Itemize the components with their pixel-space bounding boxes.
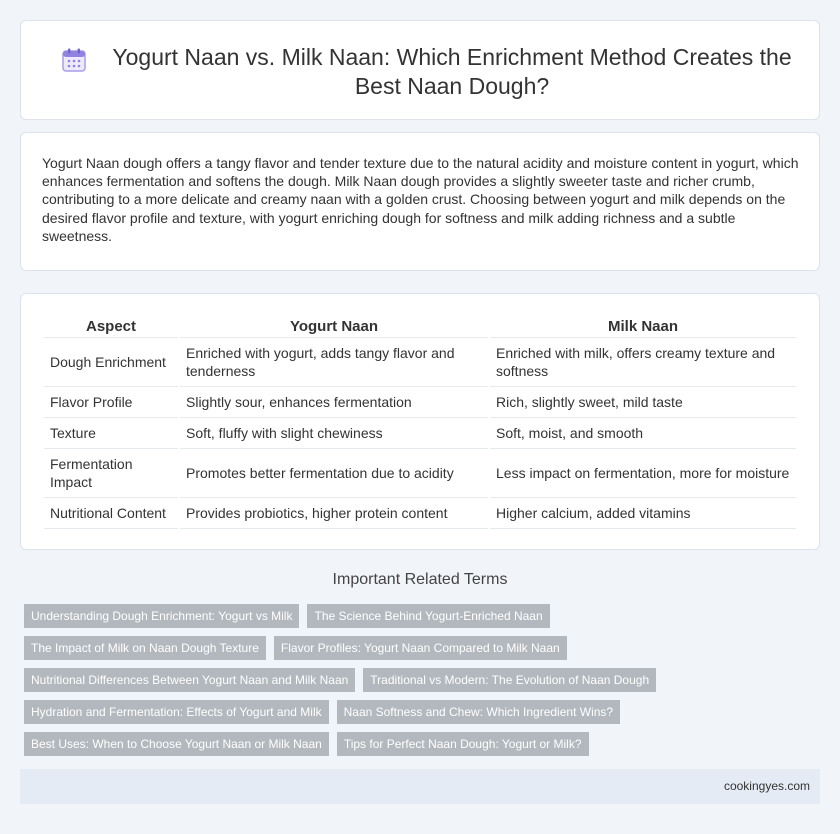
table-row [44,387,796,418]
cell-milk: Rich, slightly sweet, mild taste [490,387,796,418]
cell-milk: Less impact on fermentation, more for moisture [490,449,796,498]
header-yogurt-naan: Yogurt Naan [180,315,488,338]
related-term-tag[interactable]: Nutritional Differences Between Yogurt Naan and Milk Naan [24,668,355,692]
header-milk-naan: Milk Naan [490,315,796,338]
cell-yogurt: Slightly sour, enhances fermentation [180,387,488,418]
comparison-table [42,315,798,529]
title-card [20,20,820,120]
related-term-tag[interactable]: The Impact of Milk on Naan Dough Texture [24,636,266,660]
related-term-tag[interactable]: Traditional vs Modern: The Evolution of Naan Dough [363,668,656,692]
intro-card [20,132,820,271]
related-term-tag[interactable]: Tips for Perfect Naan Dough: Yogurt or Milk? [337,732,589,756]
cell-yogurt: Provides probiotics, higher protein content [180,498,488,529]
related-term-tag[interactable]: The Science Behind Yogurt-Enriched Naan [307,604,549,628]
cell-aspect: Nutritional Content [44,498,178,529]
table-header-row [44,315,796,338]
cell-yogurt: Promotes better fermentation due to acidity [180,449,488,498]
header [61,43,799,101]
cell-yogurt: Enriched with yogurt, adds tangy flavor and tenderness [180,338,488,387]
cell-milk: Higher calcium, added vitamins [490,498,796,529]
related-terms-heading: Important Related Terms [332,571,508,588]
comparison-card [20,293,820,550]
cell-milk: Enriched with milk, offers creamy texture and softness [490,338,796,387]
footer-site-link[interactable]: cookingyes.com [723,779,810,793]
cell-aspect: Texture [44,418,178,449]
header-aspect: Aspect [44,315,178,338]
cell-aspect: Dough Enrichment [44,338,178,387]
footer [20,769,820,804]
related-term-tag[interactable]: Understanding Dough Enrichment: Yogurt vs Milk [24,604,299,628]
cell-aspect: Flavor Profile [44,387,178,418]
intro-paragraph: Yogurt Naan dough offers a tangy flavor and tender texture due to the natural acidity and moisture content in yogurt, which enhances fermentation and softens the dough. Milk Naan dough provides a slightly sweeter taste and richer crumb, contributing to a more delicate and creamy naan with a golden crust. Choosing between yogurt and milk depends on the desired flavor profile and texture, with yogurt enriching dough for softness and milk adding richness and a subtle sweetness. [42,155,799,244]
related-term-tag[interactable]: Flavor Profiles: Yogurt Naan Compared to Milk Naan [274,636,567,660]
table-row [44,418,796,449]
cell-yogurt: Soft, fluffy with slight chewiness [180,418,488,449]
related-terms-list [24,604,804,764]
related-term-tag[interactable]: Naan Softness and Chew: Which Ingredient Wins? [337,700,620,724]
page-title: Yogurt Naan vs. Milk Naan: Which Enrichment Method Creates the Best Naan Dough? [112,44,792,99]
table-row [44,498,796,529]
cell-milk: Soft, moist, and smooth [490,418,796,449]
cell-aspect: Fermentation Impact [44,449,178,498]
related-term-tag[interactable]: Hydration and Fermentation: Effects of Yogurt and Milk [24,700,329,724]
calendar-icon [61,47,87,73]
related-term-tag[interactable]: Best Uses: When to Choose Yogurt Naan or Milk Naan [24,732,329,756]
table-row [44,449,796,498]
table-row [44,338,796,387]
